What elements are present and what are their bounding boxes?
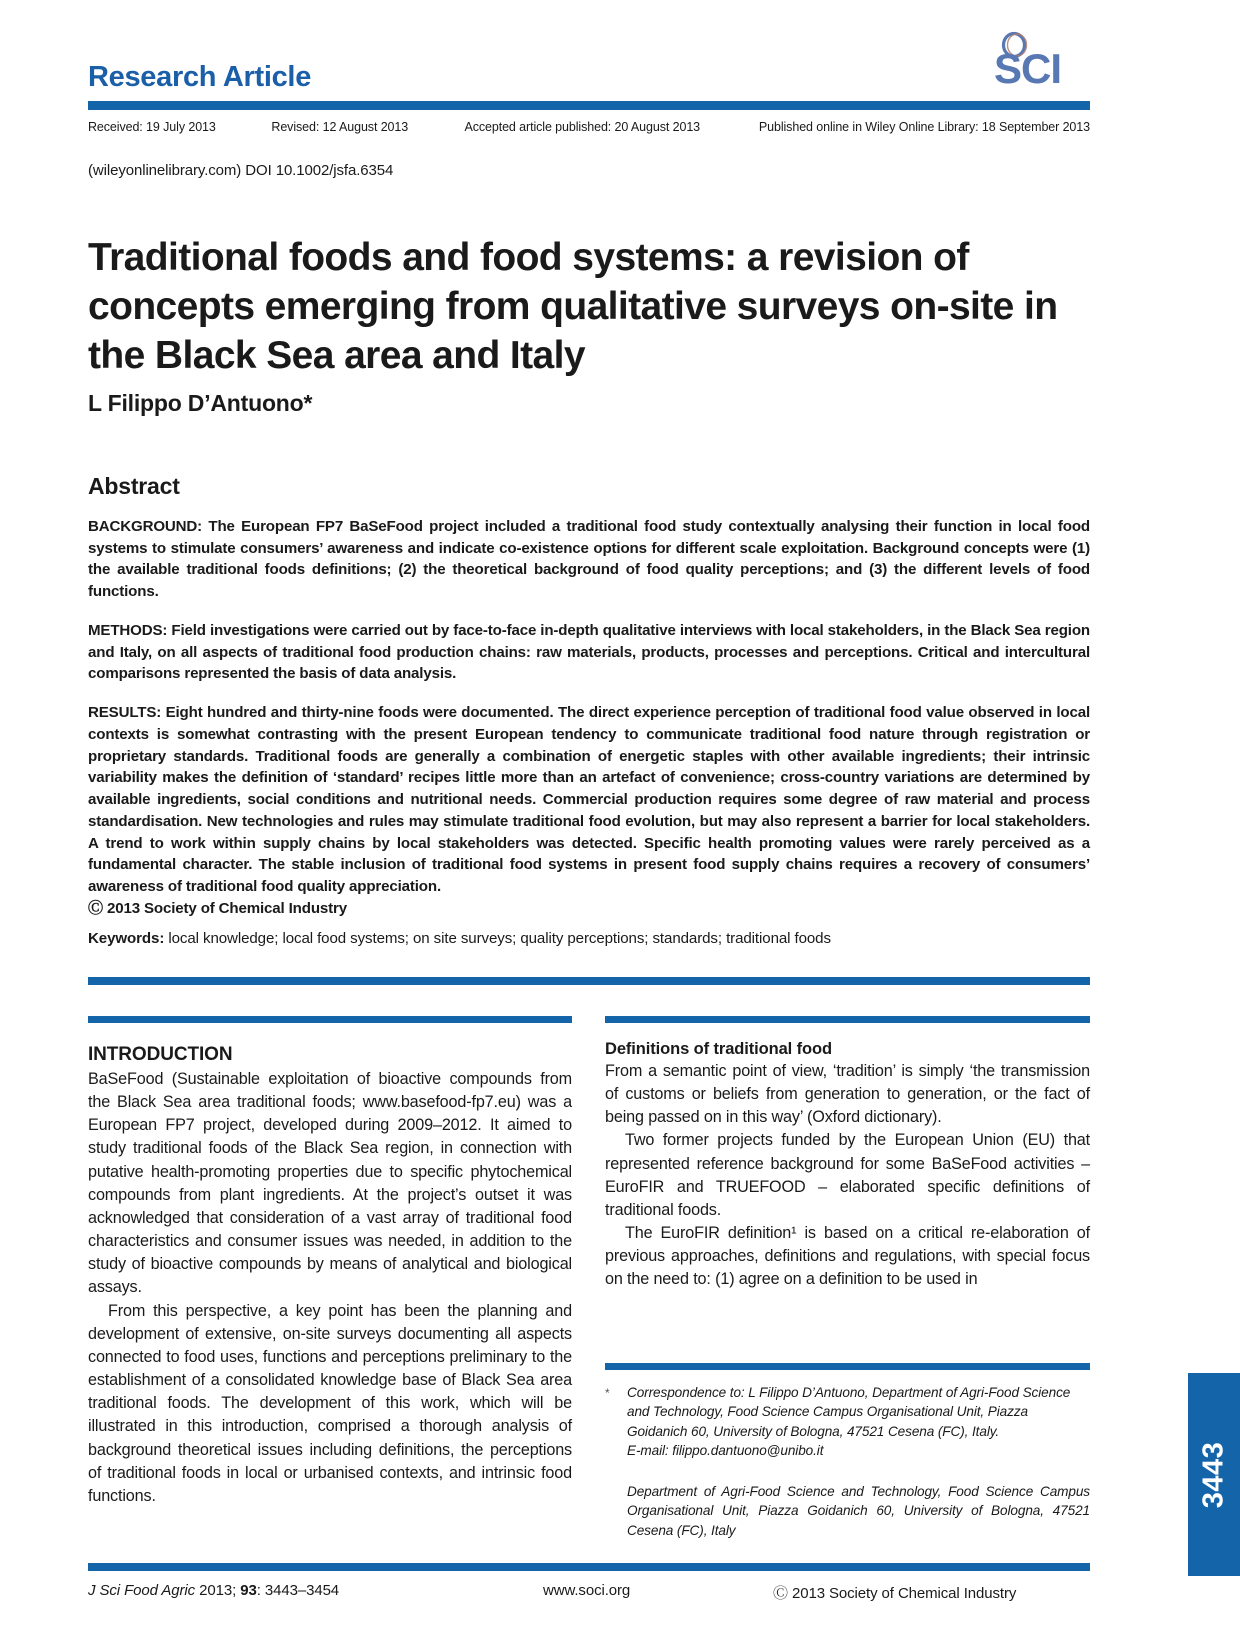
right-column (605, 1040, 1090, 1292)
abstract-results-text: RESULTS: Eight hundred and thirty-nine foods were documented. The direct experience perception of traditional food value observed in local contexts is somewhat contrasting with the present European tendency to communicate traditional food nature through registration or proprietary standards. Traditional foods are generally a combination of energetic staples with other available ingredients; their intrinsic variability makes the definition of ‘standard’ recipes little more than an artefact of convenience; cross-country variations are determined by available ingredients, social conditions and nutritional needs. Commercial production requires some degree of raw material and process standardisation. New technologies and rules may stimulate traditional food evolution, but may also represent a barrier for local stakeholders. A trend to work within supply chains by local stakeholders was detected. Specific health promoting values were rarely perceived as a fundamental character. The stable inclusion of traditional food systems in present food supply chains requires a recovery of consumers’ awareness of traditional food quality appreciation. (88, 704, 1090, 896)
intro-paragraph-1: BaSeFood (Sustainable exploitation of bioactive compounds from the Black Sea area traditional foods; www.basefood-fp7.eu) was a European FP7 project, developed during 2009–2012. It aimed to study traditional foods of the Black Sea region, in connection with putative health-promoting properties due to specific phytochemical compounds from plant ingredients. At the project’s outset it was acknowledged that consideration of a vast array of traditional food characteristics and consumer issues was needed, in addition to the study of bioactive compounds by means of analytical and biological assays. (88, 1070, 572, 1297)
left-column-rule (88, 1016, 572, 1023)
abstract-methods: METHODS: Field investigations were carried out by face-to-face in-depth qualitative interviews with local stakeholders, in the Black Sea region and Italy, on all aspects of traditional food production chains: raw materials, products, processes and perceptions. Critical and intercultural comparisons represented the basis of data analysis. (88, 621, 1090, 683)
page-number-tab (1188, 1373, 1240, 1576)
abstract-results (88, 702, 1090, 919)
footer-pages: : 3443–3454 (256, 1582, 340, 1599)
abstract-copyright: Ⓒ 2013 Society of Chemical Industry (88, 899, 347, 917)
footer-citation (88, 1582, 543, 1603)
author-name: L Filippo D’Antuono* (88, 390, 313, 416)
abstract-body (88, 516, 1090, 919)
correspondence-body (627, 1383, 1090, 1460)
page-title: Traditional foods and food systems: a revision of concepts emerging from qualitative surveys on-site in the Black Sea area and Italy (88, 236, 1058, 378)
keywords-value: local knowledge; local food systems; on site surveys; quality perceptions; standards; traditional foods (164, 930, 831, 947)
page-header (88, 36, 1090, 179)
author-affiliation: Department of Agri-Food Science and Technology, Food Science Campus Organisational Unit, Piazza Goidanich 60, University of Bologna, 47521 Cesena (FC), Italy (627, 1484, 1090, 1538)
correspondence-text: Correspondence to: L Filippo D’Antuono, Department of Agri-Food Science and Technology, Food Science Campus Organisational Unit, Piazza Goidanich 60, University of Bologna, 47521 Cesena (FC), Italy. (627, 1385, 1071, 1439)
page-footer (88, 1582, 1090, 1603)
correspondence-row (605, 1383, 1090, 1460)
footer-journal: J Sci Food Agric (88, 1582, 196, 1599)
footnote-rule (605, 1363, 1090, 1370)
keywords (88, 930, 1090, 947)
date-received: Received: 19 July 2013 (88, 120, 216, 134)
header-rule (88, 101, 1090, 110)
right-column-rule (605, 1016, 1090, 1023)
abstract-background: BACKGROUND: The European FP7 BaSeFood project included a traditional food study contextually analysing their function in local food systems to stimulate consumers’ awareness and indicate co-existence options for different scale exploitation. Background concepts were (1) the available traditional foods definitions; (2) the theoretical background of food quality perceptions; and (3) the different levels of food functions. (88, 518, 1090, 601)
footer-year: 2013; (195, 1582, 241, 1599)
intro-paragraph-2: From this perspective, a key point has been the planning and development of extensive, on-site surveys documenting all aspects connected to food uses, functions and perceptions preliminary to the establishment of a consolidated knowledge base of Black Sea area traditional foods. The development of this work, which will be illustrated in this introduction, comprised a thorough analysis of background theoretical issues including definitions, the perceptions of traditional foods in local or urbanised contexts, and intrinsic food functions. (88, 1301, 572, 1505)
article-type-label: Research Article (88, 61, 312, 93)
abstract-bottom-rule (88, 977, 1090, 985)
header-top-row (88, 36, 1090, 92)
date-published-online: Published online in Wiley Online Library: 18 September 2013 (758, 120, 1090, 134)
footer-website[interactable]: www.soci.org (543, 1582, 631, 1599)
sci-logo (994, 30, 1090, 96)
definitions-paragraph-3: The EuroFIR definition¹ is based on a critical re-elaboration of previous approaches, definitions and regulations, with special focus on the need to: (1) agree on a definition to be used in (605, 1224, 1090, 1289)
page-number: 3443 (1197, 1441, 1230, 1508)
date-accepted: Accepted article published: 20 August 2013 (464, 120, 701, 134)
definitions-paragraph-1: From a semantic point of view, ‘tradition’ is simply ‘the transmission of customs or beliefs from generation to generation, or the fact of being passed on in this way’ (Oxford dictionary). (605, 1062, 1090, 1127)
keywords-label: Keywords: (88, 930, 165, 947)
definitions-paragraph-2: Two former projects funded by the European Union (EU) that represented reference background for some BaSeFood activities – EuroFIR and TRUEFOOD – elaborated specific definitions of traditional foods. (605, 1131, 1090, 1219)
footnote-marker: * (605, 1386, 610, 1400)
left-column (88, 1044, 572, 1508)
publication-dates (88, 120, 1090, 134)
sci-logo-text: SCI (994, 45, 1062, 92)
definitions-subheading: Definitions of traditional food (605, 1040, 832, 1058)
footer-volume: 93 (240, 1582, 257, 1599)
footnote-block (605, 1383, 1090, 1540)
footer-copyright: Ⓒ 2013 Society of Chemical Industry (773, 1585, 1017, 1602)
date-revised: Revised: 12 August 2013 (271, 120, 409, 134)
doi-link[interactable]: (wileyonlinelibrary.com) DOI 10.1002/jsfa.6354 (88, 162, 394, 179)
abstract-heading: Abstract (88, 473, 180, 499)
footer-rule (88, 1563, 1090, 1571)
introduction-heading: INTRODUCTION (88, 1044, 233, 1065)
correspondence-email[interactable]: E-mail: filippo.dantuono@unibo.it (627, 1442, 824, 1458)
